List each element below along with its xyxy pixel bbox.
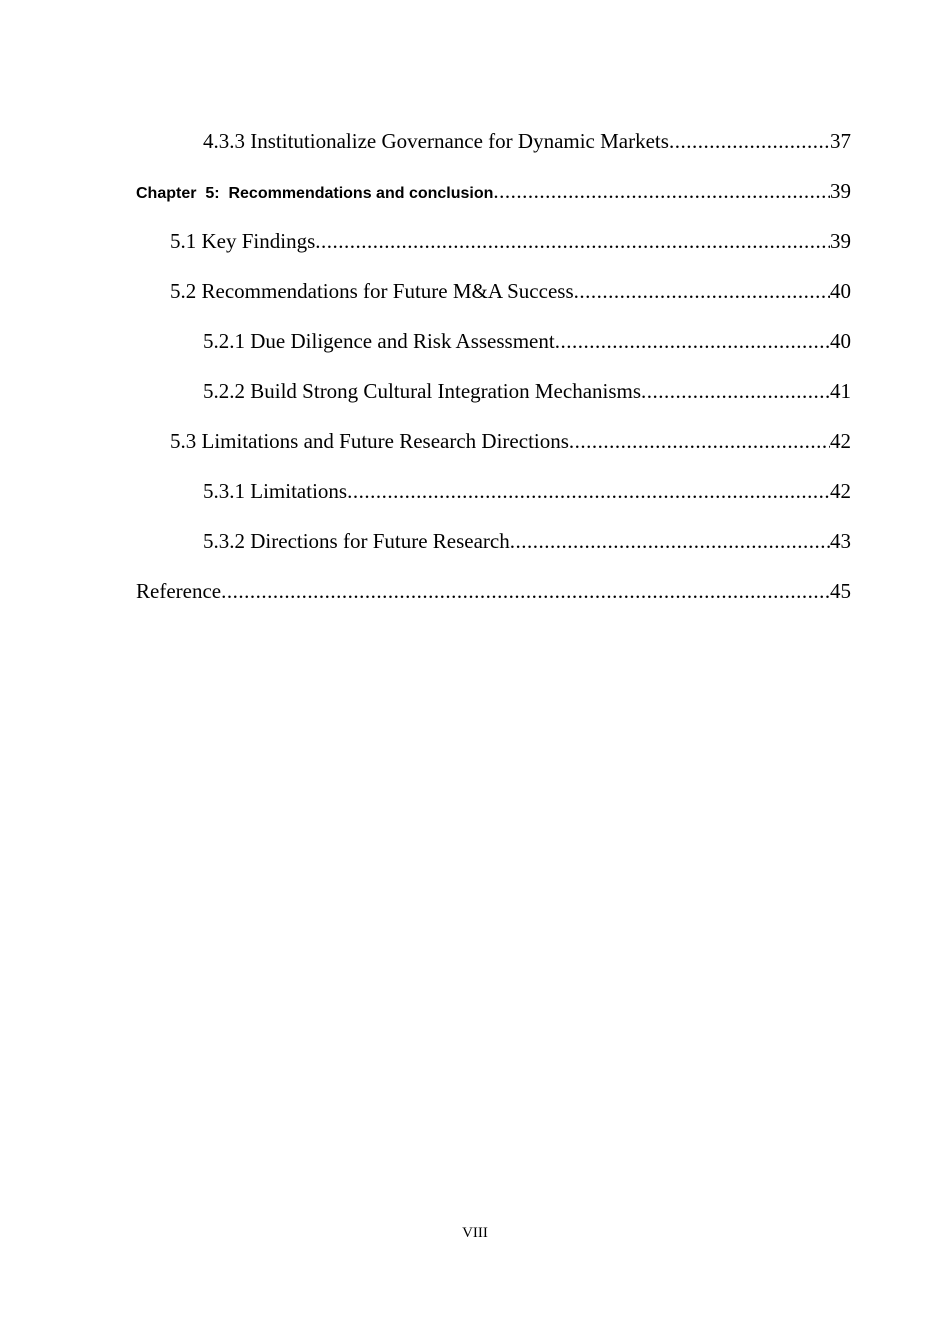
toc-entry-title: 5.1 Key Findings: [170, 229, 316, 253]
toc-entry-title: 5.3 Limitations and Future Research Directions: [170, 429, 569, 453]
toc-entry-5-1[interactable]: [136, 226, 851, 276]
toc-entry-page: 37: [830, 129, 851, 153]
toc-entry-page: 41: [830, 379, 851, 403]
toc-entry-page: 40: [830, 279, 851, 303]
toc-entry-page: 43: [830, 529, 851, 553]
toc-entry-5-2-1[interactable]: [136, 326, 851, 376]
toc-dot-leader: [569, 426, 830, 456]
toc-entry-chapter-5[interactable]: [136, 176, 851, 226]
toc-entry-title: 5.3.2 Directions for Future Research: [203, 529, 510, 553]
toc-dot-leader: [510, 526, 830, 556]
toc-entry-5-2[interactable]: [136, 276, 851, 326]
toc-dot-leader: [555, 326, 830, 356]
toc-entry-page: 42: [830, 479, 851, 503]
toc-dot-leader: [493, 176, 830, 206]
toc-entry-title: 5.2.1 Due Diligence and Risk Assessment: [203, 329, 555, 353]
toc-entry-page: 42: [830, 429, 851, 453]
table-of-contents: [136, 126, 851, 626]
toc-entry-reference[interactable]: [136, 576, 851, 626]
toc-entry-5-3-2[interactable]: [136, 526, 851, 576]
toc-entry-5-3[interactable]: [136, 426, 851, 476]
toc-entry-4-3-3[interactable]: [136, 126, 851, 176]
toc-dot-leader: [315, 226, 830, 256]
toc-entry-title: 5.3.1 Limitations: [203, 479, 348, 503]
toc-entry-page: 39: [830, 179, 851, 203]
toc-dot-leader: [669, 126, 830, 156]
toc-entry-title: 5.2.2 Build Strong Cultural Integration Mechanisms: [203, 379, 642, 403]
toc-entry-page: 40: [830, 329, 851, 353]
toc-entry-5-3-1[interactable]: [136, 476, 851, 526]
toc-dot-leader: [641, 376, 830, 406]
toc-entry-page: 45: [830, 579, 851, 603]
toc-entry-title: Chapter 5: Recommendations and conclusion: [136, 185, 494, 202]
page-number: VIII: [462, 1225, 488, 1241]
toc-dot-leader: [221, 576, 830, 606]
toc-entry-title: 4.3.3 Institutionalize Governance for Dynamic Markets: [203, 129, 669, 153]
toc-entry-title: 5.2 Recommendations for Future M&A Success: [170, 279, 574, 303]
toc-entry-page: 39: [830, 229, 851, 253]
toc-entry-5-2-2[interactable]: [136, 376, 851, 426]
toc-dot-leader: [347, 476, 830, 506]
toc-entry-title: Reference: [136, 579, 222, 603]
toc-dot-leader: [574, 276, 830, 306]
